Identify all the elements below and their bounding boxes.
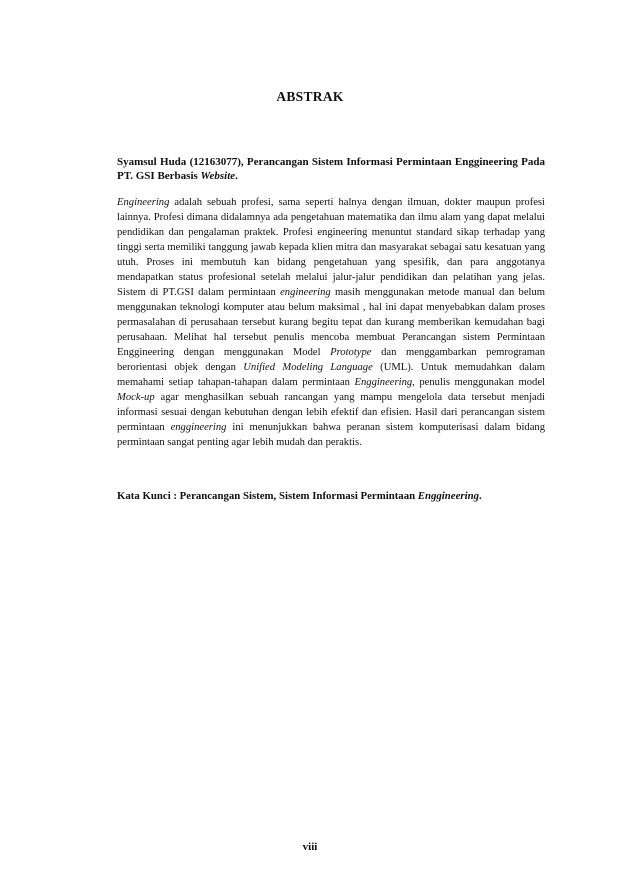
- author-citation-text: Syamsul Huda (12163077), Perancangan Sistem Informasi Permintaan Enggineering Pada PT. GSI Berbasis: [117, 156, 545, 182]
- abstract-text: agar menghasilkan sebuah rancangan yang mampu mengelola data tersebut menjadi informasi sesuai dengan kebutuhan dengan lebih efektif dan efisien. Hasil dari perancangan sistem permintaan: [117, 392, 545, 433]
- abstract-italic-term: enggineering: [170, 422, 227, 433]
- abstract-paragraph: [117, 195, 545, 450]
- abstract-text: , penulis menggunakan model: [412, 377, 545, 388]
- page-number: viii: [302, 841, 318, 853]
- abstract-text: (UML). Untuk memudahkan dalam memahami setiap tahapan-tahapan dalam permintaan: [117, 362, 545, 388]
- author-citation-italic: Website: [200, 170, 236, 182]
- abstract-italic-term: Prototype: [330, 347, 372, 358]
- abstract-text: ini menunjukkan bahwa peranan sistem komputerisasi dalam bidang permintaan sangat penting agar lebih mudah dan peraktis.: [117, 422, 545, 448]
- abstract-italic-term: Enggineering: [354, 377, 413, 388]
- abstract-italic-term: engineering: [280, 287, 331, 298]
- page-title: ABSTRAK: [276, 89, 344, 104]
- abstract-text: masih menggunakan metode manual dan belum menggunakan teknologi komputer atau belum maksimal , hal ini dapat menyebabkan dalam proses permasalahan di perusahaan tersebut kurang begitu tepat dan kurang memberikan kemudahan bagi perusahaan. Melihat hal tersebut penulis mencoba membuat Perancangan sistem Permintaan Enggineering dengan menggunakan Model: [117, 287, 546, 358]
- abstract-italic-term: Engineering: [117, 197, 170, 208]
- author-citation: [117, 155, 545, 183]
- keywords-line: [117, 489, 545, 503]
- author-citation-suffix: .: [235, 170, 238, 182]
- abstract-italic-term: Unified Modeling Language: [243, 362, 373, 373]
- keywords-italic: Enggineering: [417, 490, 479, 502]
- keywords-text: Kata Kunci : Perancangan Sistem, Sistem Informasi Permintaan: [117, 490, 418, 502]
- abstract-italic-term: Mock-up: [117, 392, 155, 403]
- keywords-suffix: .: [479, 490, 482, 502]
- abstract-text: dan menggambarkan pemrograman berorientasi objek dengan: [117, 347, 545, 373]
- abstract-text: adalah sebuah profesi, sama seperti halnya dengan ilmuan, dokter maupun profesi lainnya. Profesi dimana didalamnya ada pengetahuan matematika dan ilmu alam yang dapat melalui pendidikan dan pengalaman praktek. Profesi engineering menuntut standard sikap terhadap yang tinggi serta memiliki tanggung jawab kepada klien mitra dan masyarakat sebagai satu kesatuan yang utuh. Proses ini membutuh kan bidang pengetahuan yang spesifik, dan para anggotanya mendapatkan status profesional setelah melalui jalur-jalur pendidikan dan pelatihan yang jelas. Sistem di PT.GSI dalam permintaan: [117, 197, 545, 298]
